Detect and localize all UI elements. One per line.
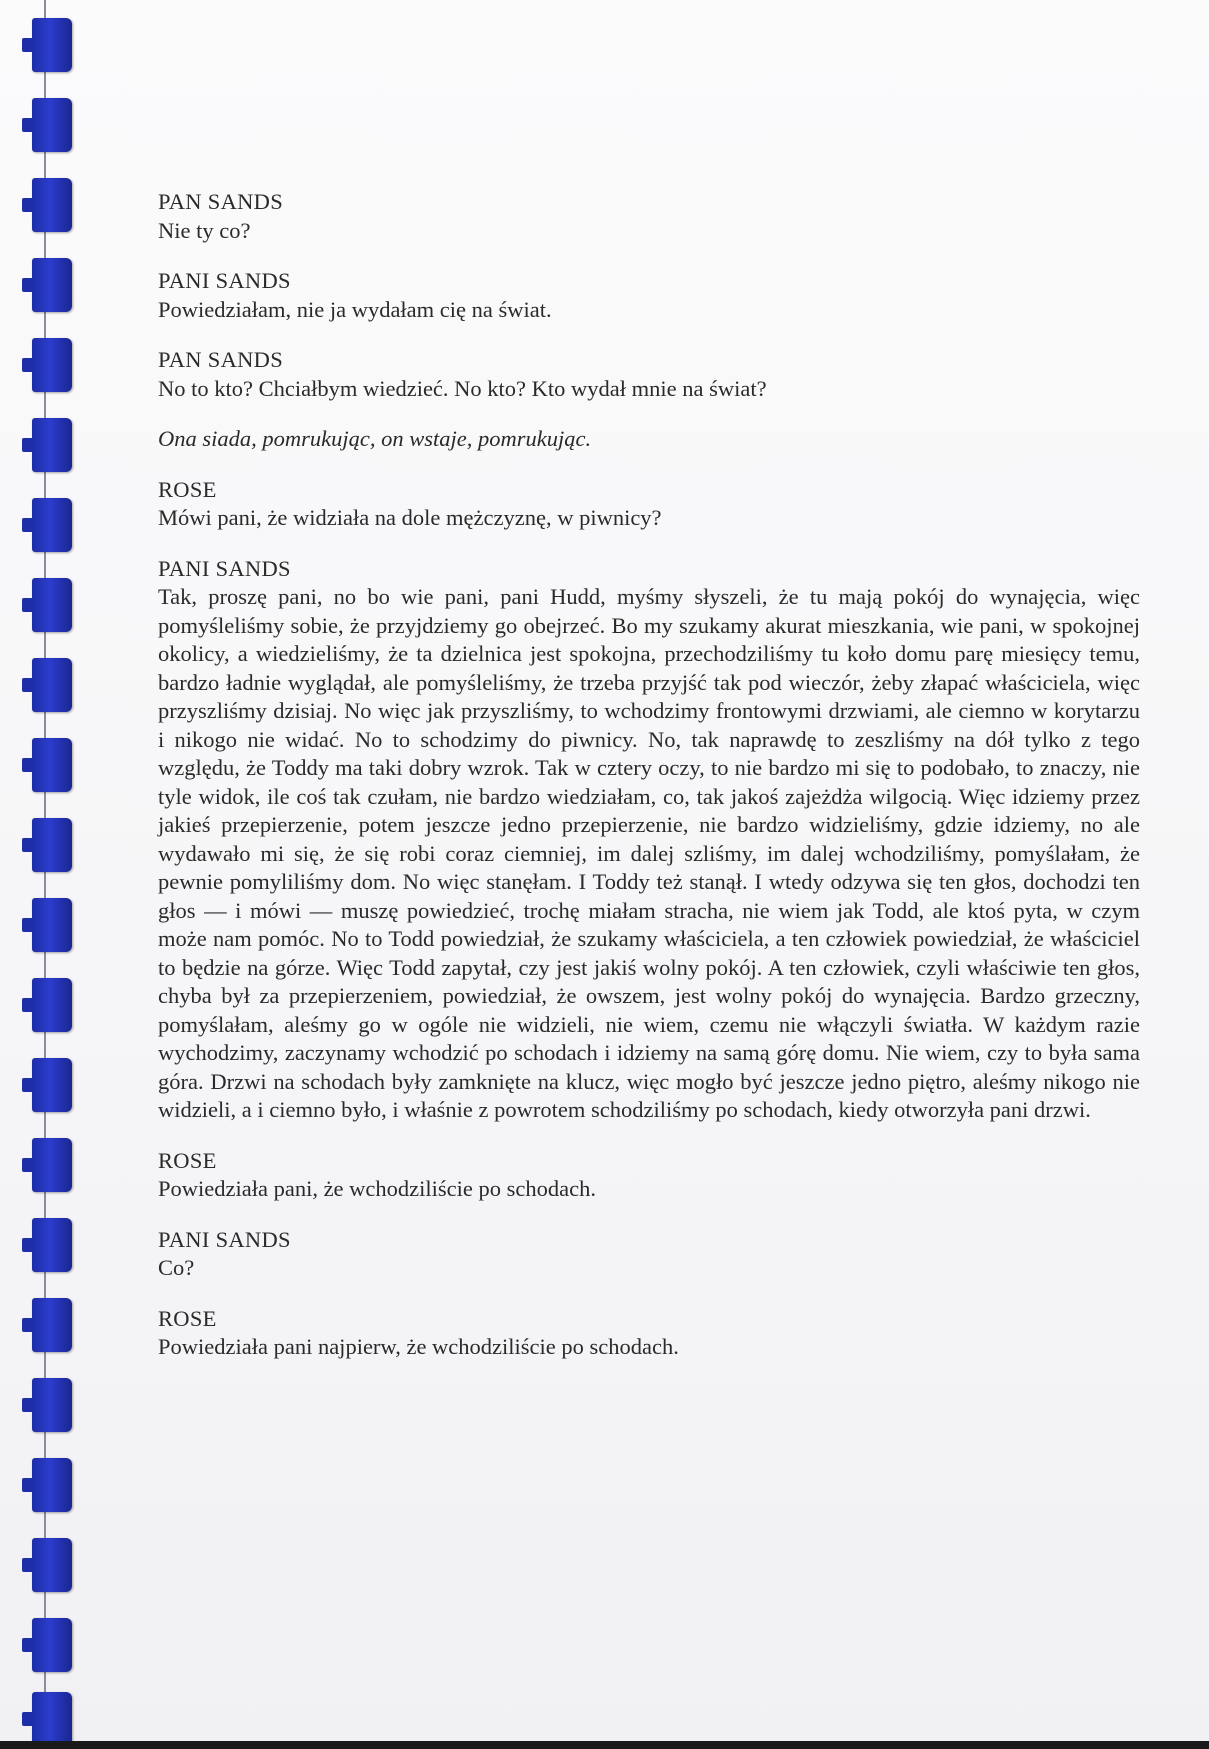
stage-direction-block	[158, 425, 1140, 454]
speaker-name: PANI SANDS	[158, 1226, 291, 1252]
dialogue-block	[158, 346, 1140, 403]
binding-ring	[32, 338, 72, 392]
dialogue-line: Tak, proszę pani, no bo wie pani, pani Hudd, myśmy słyszeli, że tu mają pokój do wynajęcia, więc pomyśleliśmy sobie, że przyjdziemy go obejrzeć. Bo my szukamy akurat mieszkania, wie pani, w spokojnej okolicy, a wiedzieliśmy, że ta dzielnica jest spokojna, przechodziliśmy tu koło domu parę miesięcy temu, bardzo ładnie wyglądał, ale pomyśleliśmy, że trzeba przyjść tak pod wieczór, żeby złapać właściciela, więc przyszliśmy dzisiaj. No więc jak przyszliśmy, to wchodzimy frontowymi drzwiami, ale ciemno w korytarzu i nikogo nie widać. No to schodzimy do piwnicy. No, tak naprawdę to zeszliśmy na dół tylko z tego względu, że Toddy ma taki dobry wzrok. Tak w cztery oczy, to nie bardzo mi się to podobało, to znaczy, nie tyle widok, ile coś tak czułam, nie bardzo wiedziałam, co, tak jakoś zajeżdża wilgocią. Więc idziemy przez jakieś przepierzenie, potem jeszcze jedno przepierzenie, nie bardzo widzieliśmy, gdzie idziemy, no ale wydawało mi się, że się robi coraz ciemniej, im dalej szliśmy, im dalej wchodziliśmy, pomyślałam, że pewnie pomyliliśmy dom. No więc stanęłam. I Toddy też stanął. I wtedy odzywa się ten głos, dochodzi ten głos — i mówi — muszę powiedzieć, trochę miałam stracha, nie wiem jak Todd, ale ktoś pyta, w czym może nam pomóc. No to Todd powiedział, że szukamy właściciela, a ten człowiek powiedział, że właściciel to będzie na górze. Więc Todd zapytał, czy jest jakiś wolny pokój. A ten człowiek, czyli właściwie ten głos, chyba był za przepierzeniem, powiedział, że owszem, jest wolny pokój do wynajęcia. Bardzo grzeczny, pomyślałam, aleśmy go w ogóle nie widzieli, nie wiem, czemu nie włączyli światła. W każdym razie wychodzimy, zaczynamy wchodzić po schodach i idziemy na samą górę domu. Nie wiem, czy to była sama góra. Drzwi na schodach były zamknięte na klucz, więc mogło być jeszcze jedno piętro, aleśmy nikogo nie widzieli, a i ciemno było, i właśnie z powrotem schodziliśmy po schodach, kiedy otworzyła pani drzwi.	[158, 584, 1140, 1122]
binding-ring	[32, 658, 72, 712]
binding-ring	[32, 1298, 72, 1352]
binding-ring	[32, 1692, 72, 1746]
dialogue-block	[158, 1147, 1140, 1204]
binding-ring	[32, 1538, 72, 1592]
binding-ring	[32, 18, 72, 72]
binding-ring	[32, 258, 72, 312]
scan-bottom-edge	[0, 1741, 1209, 1749]
dialogue-block	[158, 476, 1140, 533]
spiral-binding	[0, 0, 80, 1749]
binding-ring	[32, 1458, 72, 1512]
binding-ring	[32, 818, 72, 872]
binding-ring	[32, 738, 72, 792]
binding-ring	[32, 1378, 72, 1432]
speaker-name: ROSE	[158, 1147, 217, 1173]
dialogue-block	[158, 188, 1140, 245]
binding-ring	[32, 1618, 72, 1672]
stage-direction: Ona siada, pomrukując, on wstaje, pomrukując.	[158, 426, 592, 451]
binding-ring	[32, 418, 72, 472]
binding-ring	[32, 898, 72, 952]
dialogue-line: Powiedziała pani, że wchodziliście po schodach.	[158, 1176, 596, 1201]
dialogue-line: Mówi pani, że widziała na dole mężczyznę, w piwnicy?	[158, 505, 662, 530]
binding-ring	[32, 98, 72, 152]
dialogue-line: No to kto? Chciałbym wiedzieć. No kto? Kto wydał mnie na świat?	[158, 375, 767, 401]
dialogue-block	[158, 1305, 1140, 1362]
binding-ring	[32, 178, 72, 232]
dialogue-line: Powiedziała pani najpierw, że wchodziliście po schodach.	[158, 1334, 679, 1359]
speaker-name: PAN SANDS	[158, 189, 284, 214]
dialogue-block	[158, 555, 1140, 1125]
binding-ring	[32, 578, 72, 632]
dialogue-line: Co?	[158, 1255, 195, 1280]
dialogue-block	[158, 1226, 1140, 1283]
speaker-name: PAN SANDS	[158, 347, 284, 372]
speaker-name: ROSE	[158, 476, 217, 502]
binding-ring	[32, 1138, 72, 1192]
dialogue-line: Nie ty co?	[158, 217, 251, 243]
speaker-name: ROSE	[158, 1305, 217, 1331]
binding-ring	[32, 978, 72, 1032]
binding-ring	[32, 1058, 72, 1112]
dialogue-line: Powiedziałam, nie ja wydałam cię na świat.	[158, 296, 552, 322]
script-text	[158, 188, 1140, 1384]
binding-ring	[32, 498, 72, 552]
binding-ring	[32, 1218, 72, 1272]
dialogue-block	[158, 267, 1140, 324]
speaker-name: PANI SANDS	[158, 555, 291, 581]
speaker-name: PANI SANDS	[158, 268, 291, 293]
